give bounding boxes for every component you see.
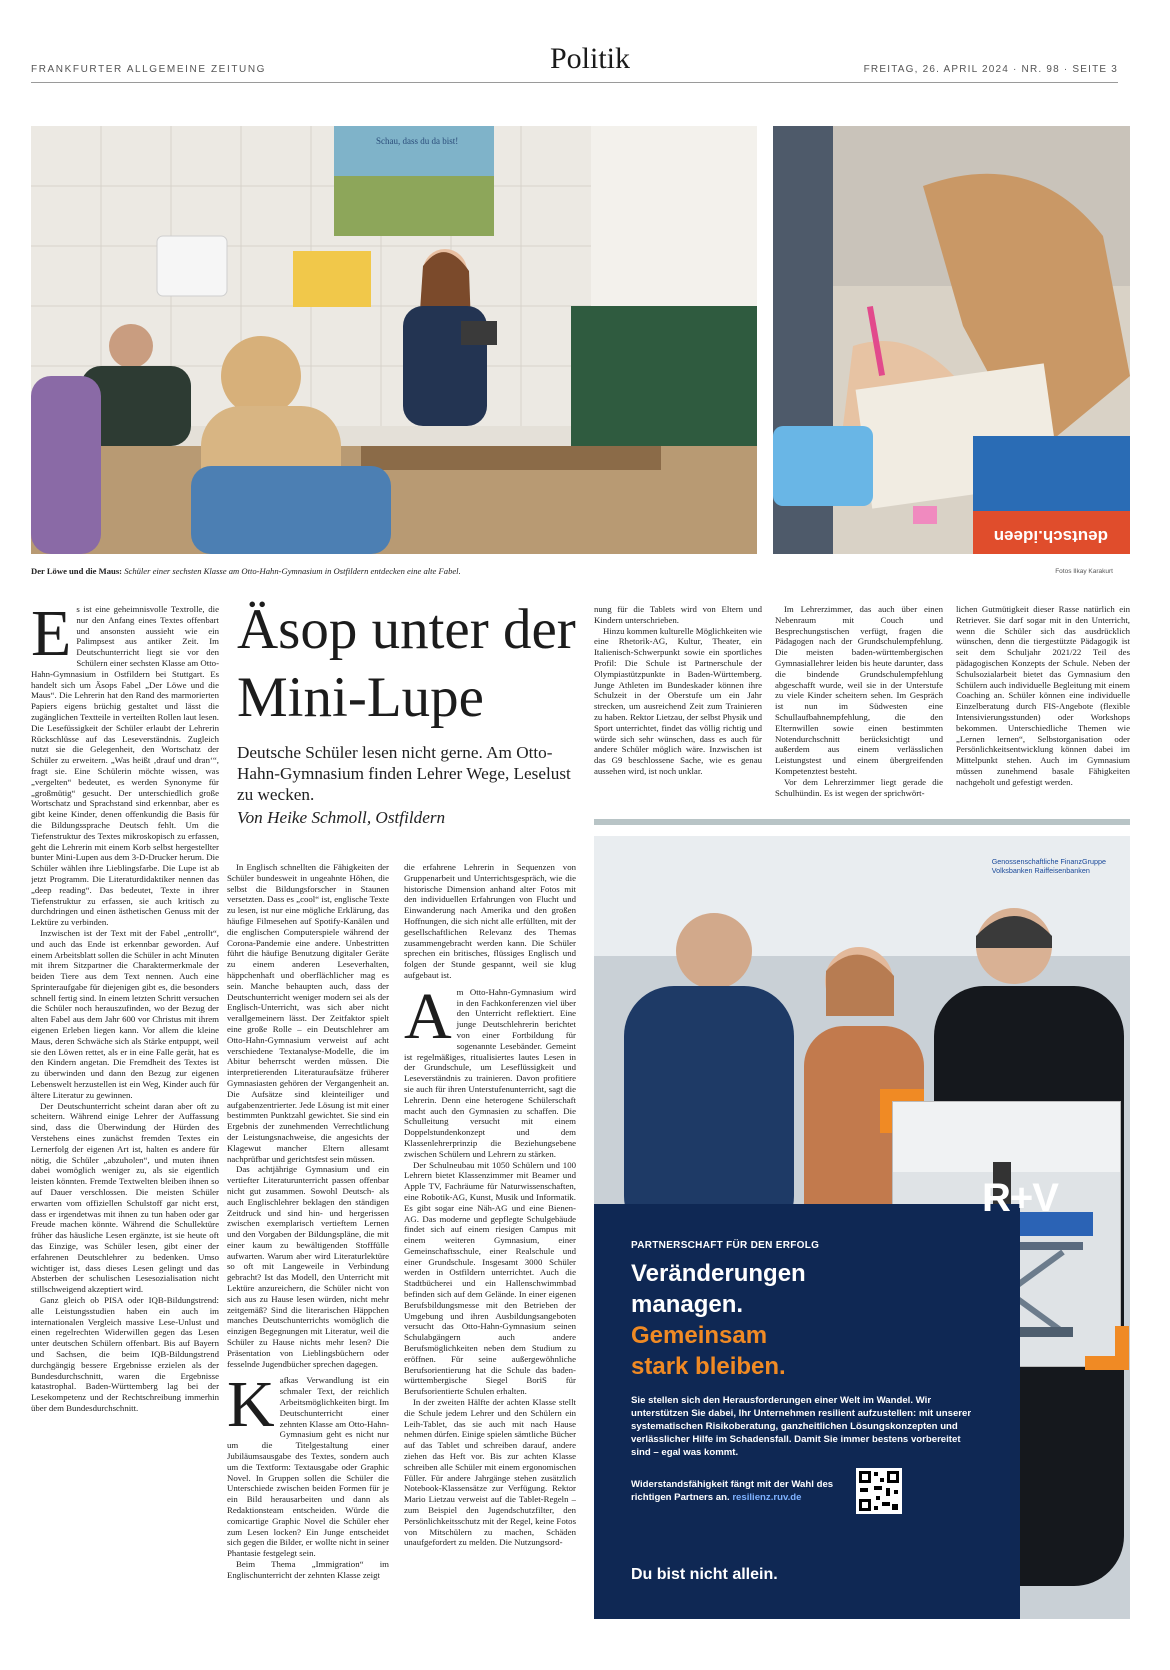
photo-caption xyxy=(31,566,831,576)
col3-paragraph-3: Der Schulneubau mit 1050 Schülern und 100 Lehrern bietet Klassenzimmer mit Beamer und Apple TV, Fachräume für Naturwissenschaften, eine Robotik-AG, Kunst, Musik und Informatik. Es gibt sogar eine Näh-AG und eine Bienen-AG. Das moderne und gepflegte Schulgebäude findet sich auf einem riesigen Campus mit einem weiteren Gymnasium, einer Gemeinschaftsschule, einer Realschule und einer Grundschule. Insgesamt 3000 Schüler werden in Ostfildern unterrichtet. Auch die Stadtbücherei und ein Hallenschwimmbad befinden sich auf dem Gelände. In einer eigenen Berufsbildungsmesse mit den Betrieben der Umgebung und ihren Ausbildungsangeboten versucht das Otto-Hahn-Gymnasium seinen Schulabgängern auch andere Berufsmöglichkeiten neben dem Studium zu eröffnen. Für seine außergewöhnliche Berufsorientierung hat die Schule das baden-württembergische Siegel BoriS für Berufsorientierte Schulen erhalten. xyxy=(404,1159,576,1397)
vr-logo-line-1: Genossenschaftliche FinanzGruppe xyxy=(991,857,1106,866)
col5-paragraph-1: Im Lehrerzimmer, das auch über einen Nebenraum mit Couch und Besprechungstischen verfügt, fragen die Pädagogen nach der Grundschulempfehlung. Die meisten baden-württembergischen Gymnasiallehrer leiden bis heute darunter, dass die bindende Grundschulempfehlung abgeschafft wurde, weil sie in der Unterstufe zu viele Kinder scheitern sehen. Im Gespräch ist nun im Südwesten eine Schullaufbahnempfehlung, die den Elternwillen sowie einen bestimmten Notendurchschnitt berücksichtigt und außerdem aus einem verlässlichen Leistungstest und einem übergreifenden Kompetenztest besteht. xyxy=(775,604,943,776)
article-headline: Äsop unter der Mini-Lupe xyxy=(237,598,576,729)
poster-text: Schau, dass du da bist! xyxy=(376,136,459,146)
article-column-1 xyxy=(31,604,219,1636)
col3-paragraph-4: In der zweiten Hälfte der achten Klasse stellt die Schule jedem Lehrer und den Schülern ein Leih-Tablet, das sie auch mit nach Hause nehmen dürfen. Einige spielen sämtliche Bücher auf das Tablet und schreiben darauf, andere ziehen das Heft vor. Bis zur achten Klasse schreiben alle Schüler mit einem ergonomischen Füller. Für andere Jahrgänge stehen zusätzlich Notebook-Klassensätze zur Verfügung. Rektor Mario Lietzau verweist auf die Tablet-Regeln – zum Beispiel den Jugendschutzfilter, den Persönlichkeitsschutz mit der Regel, keine Fotos von Mitschülern zu machen, Schäden unaufgefordert zu melden. Die Nutzungsord- xyxy=(404,1397,576,1548)
article-column-3 xyxy=(404,862,576,1636)
ad-headline-line-1: Veränderungen xyxy=(631,1260,806,1287)
col2-paragraph-1: In Englisch schnellten die Fähigkeiten der Schüler bundesweit in ungeahnte Höhen, die selbst die Bildungsforscher in Staunen versetzten. Dass es „cool“ ist, englische Texte zu lesen, ist nur eine mögliche Erklärung, das häufige Filmesehen auf Spotify-Kanälen und die englischen Computerspiele während der Corona-Pandemie eine andere. Unbestritten führt die häufige Benutzung digitaler Geräte zu einem anderen Leseverhalten, häppchenhaft und oberflächlicher mag es sein. Manche behaupten auch, dass der Deutschunterricht weniger modern sei als der Englisch-Unterricht, was sich aber nicht verallgemeinern lässt. Der Zeitfaktor spielt eine große Rolle – ein Deutschlehrer am Otto-Hahn-Gymnasium verweist auf acht verschiedene Textanalyse-Modelle, die im Abitur beherrscht werden müssen. Die interpretierenden Literaturaufsätze früherer Gymnasiasten gehören der Vergangenheit an. Die Aufsätze sind kleinteiliger und aufgabenzentrierter. Jede Lösung ist mit einer bestimmten Punktzahl gewichtet. Sie sind ein Ergebnis der zunehmenden Verrechtlichung der Leistungsnachweise, die angesichts der Klagewut mancher Eltern allesamt nachprüfbar und gerichtsfest sein müssen. xyxy=(227,862,389,1164)
newspaper-name: FRANKFURTER ALLGEMEINE ZEITUNG xyxy=(31,64,267,75)
qr-code[interactable] xyxy=(856,1468,902,1514)
vr-logo xyxy=(992,858,1106,875)
rv-logo: R+V xyxy=(982,1176,1058,1220)
col1-paragraph-4: Ganz gleich ob PISA oder IQB-Bildungstrend: alle Leistungsstudien haben ein auch im internationalen Vergleich massive Lese-Unlust und einen regelrechten Widerwillen gegen das Lesen unter deutschen Schülern offenbart. Bis auf Bayern und Sachsen, die beim IQB-Bildungstrend durchgängig bessere Ergebnisse erzielen als der Bundesdurchschnitt, waren die Ergebnisse katastrophal. Baden-Württemberg lag bei der Lesekompetenz und der Rechtschreibung immerhin über dem Bundesdurchschnitt. xyxy=(31,1295,219,1413)
ad-cta-sentence: Widerstandsfähigkeit fängt mit der Wahl des richtigen Partners an. xyxy=(631,1479,834,1503)
article-column-5 xyxy=(775,604,943,800)
col3-paragraph-1: die erfahrene Lehrerin in Sequenzen von Gruppenarbeit und Unterrichtsgespräch, wie die historische Dimension anhand alter Fotos mit den individuellen Erfahrungen von Flucht und Einwanderung nach Amerika und den großen Hoffnungen, die sich nicht alle erfüllten, mit der gesellschaftlichen Relevanz des Themas zusammengebracht werden kann. Die Schüler sprechen ein britisches, flüssiges Englisch und folgen der Stunde gespannt, weil sie klug aufgebaut ist. xyxy=(404,862,576,980)
ad-accent-headline xyxy=(631,1320,786,1382)
ad-accent-line-1: Gemeinsam xyxy=(631,1322,768,1349)
col2-paragraph-4: Beim Thema „Immigration“ im Englischunterricht der zehnten Klasse zeigt xyxy=(227,1559,389,1580)
col3-paragraph-2: m Otto-Hahn-Gymnasium wird in den Fachkonferenzen viel über den Unterricht reflektiert. Eine junge Deutschlehrerin berichtet von einer Fortbildung für sogenannte Lesebänder. Gemeint ist regelmäßiges, ritualisiertes lautes Lesen in der Grundschule, um Leseflüssigkeit und Leseverständnis zu trainieren. Davon profitiere sie auch für ihren Unterstufenunterricht, sagt die Lehrerin. Denn eine heterogene Schülerschaft macht auch den Gymnasien zu schaffen. Die Schulleitung versucht mit einem Doppelstundenkonzept und dem Klassenlehrerprinzip die Beziehungsebene zwischen Schülern und Lehrern zu stärken. xyxy=(404,986,576,1159)
article-column-6 xyxy=(956,604,1130,800)
classroom-photo-illustration xyxy=(31,126,757,554)
col2-paragraph-2: Das achtjährige Gymnasium und ein vertiefter Literaturunterricht passen offenbar nicht gut zusammen. Sowohl Deutsch- als auch Englischlehrer beklagen den ständigen Zeitdruck und sind hin- und hergerissen zwischen exemplarisch vertieftem Lernen und den Vorgaben der Bildungspläne, die mit einer kaum zu bewältigenden Stofffülle aufwarten. Warum aber wird Literaturlektüre so oft mit Langeweile in Verbindung gebracht? Ist das Modell, den Unterricht mit Lektüre anzureichern, die Schüler nicht von sich aus zu Hause lesen würden, nicht mehr zeitgemäß? Sind die literarischen Häppchen manches Deutschunterrichts womöglich die einzigen Begegnungen mit Literatur, weil die Schüler zu Hause nichts mehr lesen? Die Präsentation von Lieblingsbüchern oder fesselnde Jugendbücher sprechen dagegen. xyxy=(227,1164,389,1369)
col4-paragraph-2: Hinzu kommen kulturelle Möglichkeiten wie eine Rhetorik-AG, Kultur, Theater, ein Italienisch-Schwerpunkt sowie ein sportliches Profil: Die Schule ist Partnerschule der Olympiastützpunkte in Baden-Württemberg. Junge Athleten im Bundeskader können ihre Schulzeit in der Oberstufe um ein Jahr strecken, um ausreichend Zeit zum Trainieren zu haben. Rektor Lietzau, der selbst Physik und Sport unterrichtet, findet das völlig richtig und würde sich sehr wünschen, dass es auch für andere Schüler möglich wäre. Inzwischen ist das G9 beschlossene Sache, wie es genau aussehen wird, ist noch unklar. xyxy=(594,625,762,776)
dropcap-k: K xyxy=(227,1368,275,1442)
dropcap-a: A xyxy=(404,979,452,1053)
article-byline: Von Heike Schmoll, Ostfildern xyxy=(237,808,446,827)
section-title: Politik xyxy=(549,42,631,75)
ad-cta-text xyxy=(631,1478,851,1504)
col1-paragraph-1: s ist eine geheimnisvolle Textrolle, die nur den Anfang eines Textes offenbart und ansonsten aussieht wie ein Palimpsest aus antiker Zeit. Im Deutschunterricht liegt sie vor den Schülern einer sechsten Klasse am Otto-Hahn-Gymnasium in Ostfildern bei Stuttgart. Es handelt sich um Äsops Fabel „Der Löwe und die Maus“. Die Lehrerin hat den Rand des marmorierten Papiers eigens brüchig gestaltet und lässt die zugänglichen Textteile in verteilten Rollen laut lesen. Die Lesefüssigkeit der Schüler erlaubt der Lehrerin Rückschlüsse auf das Leseverständnis. Zugleich nutzt sie die Gelegenheit, den Wortschatz der Schüler zu erweitern. „Was heißt ‚drauf und dran‘“, fragt sie. Eine Schülerin möchte wissen, was „vergelten“ bedeutet, es werden Synonyme für „großmütig“ gesucht. Der unterschiedlich große Wortschatz und Sprachstand sind erkennbar, aber es gibt keine Kinder, denen offenkundig die Basis für die Bildungssprache Deutsch fehlt. Um die Tiefenstruktur des Textes mikroskopisch zu erfassen, geht die Lehrerin mit einem Korb selbst hergestellter bunter Mini-Lupen aus dem 3-D-Drucker herum. Die Schüler wählen ihre Lieblingsfarbe. Die Lupe ist ab jetzt Programm. Die Literaturdidaktiker nennen das „deep reading“. Das bedeutet, Texte in ihrer Tiefenstruktur zu erfassen, sie auch kritisch zu durchdringen und einen ästhetischen Genuss mit der Lektüre zu verbinden. xyxy=(31,604,219,928)
ad-headline-line-2: managen. xyxy=(631,1291,744,1318)
photo-credit: Fotos Ilkay Karakurt xyxy=(1055,568,1113,575)
col6-paragraph-1: lichen Gutmütigkeit dieser Rasse natürlich ein Retriever. Sie darf sogar mit in den Unterricht, wenn die Schüler sich das ausdrücklich wünschen, denn die tiergestützte Pädagogik ist seit dem Schuljahr 2021/22 Teil des pädagogischen Konzepts der Schule. Neben der Schulsozialarbeit bietet das Gymnasium den Schülern auch individuelle Begleitung mit einem Coaching an. Schüler können eine individuelle Einzelberatung durch FIS-Angebote (flexible Intensivierungsstunden) oder Workshops bekommen. Unterschiedliche Themen wie „Lernen lernen“, Selbstorganisation oder Persönlichkeitsentwicklung können dabei im Mittelpunkt stehen. Auch im Gymnasium müssen zunehmend basale Fähigkeiten nachgeholt und gefestigt werden. xyxy=(956,604,1130,787)
issue-date-line: FREITAG, 26. APRIL 2024 · NR. 98 · SEITE 3 xyxy=(863,64,1118,75)
ad-accent-line-2: stark bleiben. xyxy=(631,1353,786,1380)
caption-title: Der Löwe und die Maus: xyxy=(31,566,123,576)
dropcap-e: E xyxy=(31,604,72,670)
masthead-rule xyxy=(31,82,1118,83)
col5-paragraph-2: Vor dem Lehrerzimmer liegt gerade die Schulhündin. Es ist wegen der sprichwört- xyxy=(775,776,943,798)
col1-paragraph-3: Der Deutschunterricht scheint daran aber oft zu scheitern. Während einige Lehrer der Auffassung sind, dass die Überwindung der Hürden des Verstehens eines zunächst fremden Textes ein Lernerfolg der eigenen Art ist, halten es andere für nötig, die Schüler „abzuholen“, und muten ihnen dabei womöglich weniger zu, als sie eigentlich leisten könnten. Fremde Textwelten bleiben ihnen so auf Dauer verschlossen. Die meisten Schüler erwarten vom offiziellen Schulstoff gar nicht erst, dass er irgendetwas mit ihnen zu tun haben oder gar Freude machen könnte. Während die Schullektüre früher das häusliche Lesen ergänzte, ist sie heute oft das Einzige, was Schüler lesen, gibt einer der erfahrenen Deutschlehrer zu bedenken. Umso wichtiger ist, dass dieses Lesen gelingt und das Absterben der schulischen Lesesozialisation nicht stillschweigend akzeptiert wird. xyxy=(31,1100,219,1295)
ad-divider xyxy=(594,819,1130,825)
article-column-2 xyxy=(227,862,389,1636)
classroom-photo xyxy=(31,126,757,554)
student-writing-photo-illustration xyxy=(773,126,1130,554)
ad-link[interactable]: resilienz.ruv.de xyxy=(732,1492,802,1503)
ad-kicker: PARTNERSCHAFT FÜR DEN ERFOLG xyxy=(631,1240,820,1251)
book-title: deutsch.ideen xyxy=(993,527,1108,546)
col1-paragraph-2: Inzwischen ist der Text mit der Fabel „entrollt“, und auch das Ende ist erkennbar geworden. Auf einem Arbeitsblatt sollen die Schüler in acht Minuten mit ihrem Sitzpartner die Charaktermerkmale der beiden Tiere aus dem Text nennen. Auch eine Sprinteraufgabe für diejenigen gibt es, die besonders schnell fertig sind. In einem letzten Schritt versuchen die Schüler noch herauszufinden, wo der Bezug der alten Fabel aus dem Jahr 600 vor Christus mit ihrem eigenen Erleben liegen kann. Vor allem die kleine Maus, deren Schwäche sich als Stärke entpuppt, weil sie den Löwen rettet, als er in eine Falle gerät, hat es den Kindern angetan. Die Fremdheit des Textes ist zu überwinden und dann den Bezug zur eigenen Lebenswelt herzustellen ist ein Weg, Kinder auch für ältere Literatur zu gewinnen. xyxy=(31,927,219,1100)
ad-slogan: Du bist nicht allein. xyxy=(631,1566,778,1583)
article-dek: Deutsche Schüler lesen nicht gerne. Am Otto-Hahn-Gymnasium finden Lehrer Wege, Leselust zu wecken. xyxy=(237,743,571,804)
ad-body-text: Sie stellen sich den Herausforderungen einer Welt im Wandel. Wir unterstützen Sie dabei, Ihr Unternehmen resilient aufzustellen: mit unserer systematischen Risikoberatung, ganzheitlichen Lösungskonzepten und verlässlicher Hilfe im Schadensfall. Damit Sie immer bestens vorbereitet sind – egal was kommt. xyxy=(631,1395,972,1458)
caption-text: Schüler einer sechsten Klasse am Otto-Hahn-Gymnasium in Ostfildern entdecken eine alte Fabel. xyxy=(124,566,461,576)
ad-headline xyxy=(631,1258,806,1320)
col2-paragraph-3: afkas Verwandlung ist ein schmaler Text, der reichlich Arbeitsmöglichkeiten birgt. Im Deutschunterricht einer zehnten Klasse am Otto-Hahn-Gymnasium geht es nicht nur um die Titelgestaltung einer Jubiläumsausgabe des Textes, sondern auch um die Textform: Textausgabe oder Graphic Novel. In Gruppen sollen die Schüler die Unterschiede zwischen beiden Formen für je ein Bild herausarbeiten und dann als Redaktionsteam entscheiden. Würde die comicartige Graphic Novel die Schüler eher zum Lesen locken? Ein Junge entscheidet sich gegen die Bilder, er wollte nicht in seiner Phantasie festgelegt sein. xyxy=(227,1375,389,1559)
qr-code-graphic xyxy=(856,1468,902,1514)
vr-logo-line-2: Volksbanken Raiffeisenbanken xyxy=(991,865,1090,875)
orange-corner-bottom-vertical xyxy=(1115,1326,1129,1370)
rv-advertisement xyxy=(594,836,1130,1619)
article-column-4 xyxy=(594,604,762,800)
col4-paragraph-1: nung für die Tablets wird von Eltern und Kindern unterschrieben. xyxy=(594,604,762,625)
student-writing-photo xyxy=(773,126,1130,554)
ad-text-panel xyxy=(594,1204,1020,1619)
